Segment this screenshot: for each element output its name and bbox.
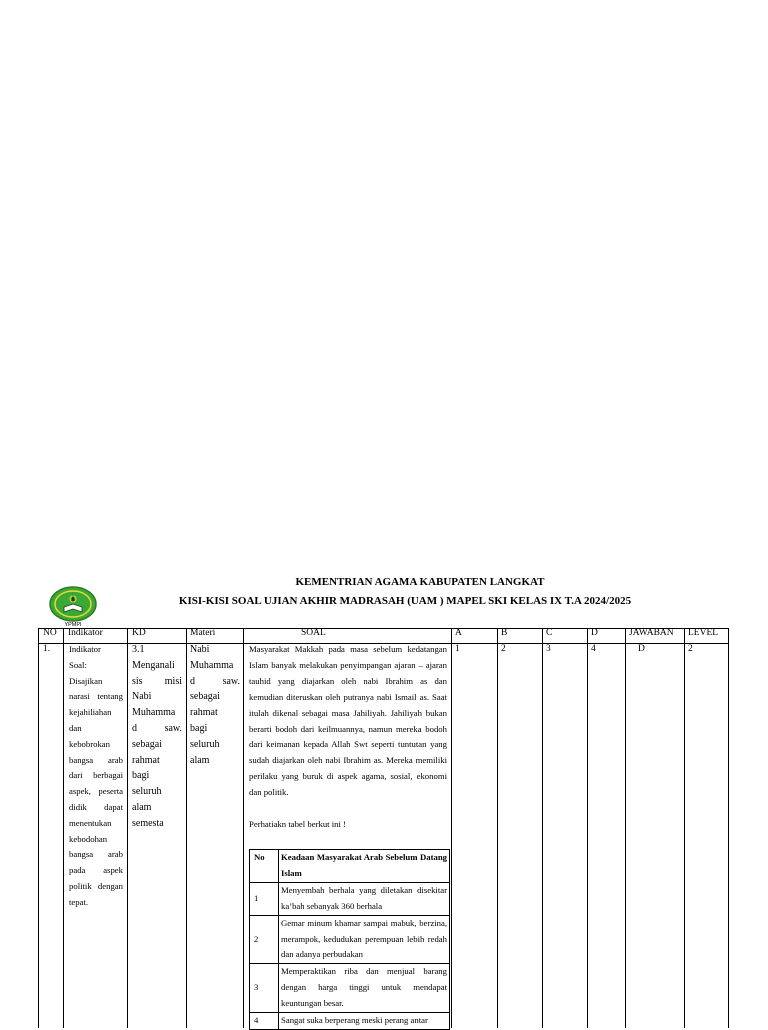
inner-row-no: 4 [250, 1013, 279, 1030]
inner-row-text: Gemar minum khamar sampai mabuk, berzina, merampok, kedudukan perempuan lebih redah dan adanya perbudakan [279, 915, 450, 964]
header-soal: SOAL [301, 628, 326, 638]
materi-line: Nabi [190, 644, 210, 655]
materi-line: Muhamma [190, 659, 234, 671]
madrasah-logo [48, 585, 98, 627]
indikator-line: menentukan [69, 817, 112, 828]
column-divider [728, 628, 729, 1028]
kd-line: sebagai [132, 738, 162, 750]
kd-line: rahmat [132, 754, 160, 766]
kd-line: d saw. [132, 722, 182, 734]
column-divider [497, 628, 498, 1028]
column-divider [63, 628, 64, 1028]
indikator-line: Indikator [69, 644, 101, 654]
column-divider [684, 628, 685, 1028]
row1-option-c: 3 [546, 644, 551, 654]
row1-option-a: 1 [455, 644, 460, 654]
column-divider [451, 628, 452, 1028]
column-divider [186, 628, 187, 1028]
indikator-line: Soal: [69, 659, 87, 670]
table-row [250, 964, 450, 1013]
row1-option-b: 2 [501, 644, 506, 654]
inner-row-no: 1 [250, 882, 279, 915]
materi-line: seluruh [190, 738, 220, 750]
table-row [250, 1013, 450, 1030]
kd-line: alam [132, 801, 152, 813]
soal-instruction: Perhatiakn tabel berkut ini ! [249, 818, 346, 829]
header-jawaban: JAWABAN [629, 628, 674, 638]
kd-line: 3.1 [132, 644, 145, 655]
inner-row-no: 3 [250, 964, 279, 1013]
row1-kd [132, 642, 182, 832]
kd-line: bagi [132, 770, 150, 782]
inner-row-text: Menyembah berhala yang diletakan disekitar ka’bah sebanyak 360 berhala [279, 882, 450, 915]
inner-header-text: Keadaan Masyarakat Arab Sebelum Datang Islam [279, 850, 450, 883]
row1-materi [190, 642, 240, 768]
row1-indikator [69, 642, 123, 911]
indikator-line: tepat. [69, 896, 89, 907]
document-title: KISI-KISI SOAL UJIAN AKHIR MADRASAH (UAM ) MAPEL SKI KELAS IX T.A 2024/2025 [178, 595, 632, 607]
materi-line: bagi [190, 722, 208, 734]
indikator-line: kebodohan [69, 833, 108, 844]
column-divider [587, 628, 588, 1028]
header-no: NO [43, 628, 57, 638]
indikator-line: politik dengan [69, 880, 123, 891]
inner-row-no: 2 [250, 915, 279, 964]
indikator-line: Disajikan [69, 675, 103, 686]
indikator-line: didik dapat [69, 801, 123, 812]
indikator-line: bangsa arab [69, 754, 123, 765]
kd-line: Menganali [132, 659, 175, 671]
kisi-kisi-table [38, 628, 729, 1028]
indikator-line: pada aspek [69, 865, 123, 876]
row1-level: 2 [688, 644, 693, 654]
indikator-line: bangsa arab [69, 849, 123, 860]
header-b: B [501, 628, 508, 638]
table-row [250, 915, 450, 964]
materi-line: rahmat [190, 707, 218, 719]
header-c: C [546, 628, 553, 638]
inner-header-no: No [250, 850, 279, 883]
column-divider [127, 628, 128, 1028]
indikator-line: dari berbagai [69, 770, 123, 781]
column-divider [542, 628, 543, 1028]
indikator-line: kejahiliahan [69, 707, 112, 718]
header-level: LEVEL [688, 628, 719, 638]
header-d: D [591, 628, 598, 638]
kd-line: semesta [132, 817, 164, 829]
logo-caption: YPMPI [64, 622, 82, 627]
header-materi: Materi [190, 628, 216, 638]
table-row [250, 882, 450, 915]
materi-line: sebagai [190, 691, 220, 703]
materi-line: d saw. [190, 675, 240, 687]
column-divider [243, 628, 244, 1028]
indikator-line: aspek, peserta [69, 786, 123, 797]
header-kd: KD [132, 628, 146, 638]
indikator-line: dan [69, 722, 82, 733]
indikator-line: narasi tentang [69, 691, 123, 702]
header-indikator: Indikator [68, 628, 103, 638]
table-row [250, 850, 450, 883]
soal-spacer [249, 801, 447, 817]
kd-line: seluruh [132, 786, 162, 798]
indikator-line: kebobrokan [69, 738, 111, 749]
row1-jawaban: D [638, 644, 645, 654]
ministry-heading: KEMENTRIAN AGAMA KABUPATEN LANGKAT [295, 576, 545, 588]
kd-line: sis misi [132, 675, 182, 687]
materi-line: alam [190, 754, 210, 766]
inner-row-text: Memperaktikan riba dan menjual barang dengan harga tinggi untuk mendapat keuntungan besar. [279, 964, 450, 1013]
header-a: A [455, 628, 462, 638]
inner-row-text: Sangat suka berperang meski perang antar [279, 1013, 450, 1030]
column-divider [38, 628, 39, 1028]
column-divider [625, 628, 626, 1028]
kd-line: Muhamma [132, 707, 176, 719]
soal-paragraph: Masyarakat Makkah pada masa sebelum kedatangan Islam banyak melakukan penyimpangan ajaran – ajaran tauhid yang diajarkan oleh nabi Ibrahim as dan kemudian diteruskan oleh putranya nabi Ismail as. Saat itulah dikenal sebagai masa Jahiliyah. Jahiliyah bukan berarti bodoh dari keilmuannya, namun mereka bodoh dari keimanan kepada Allah Swt seperti tuntutan yang sudah diajarkan oleh nabi Ibrahim as. Mereka memiliki perilaku yang buruk di aspek agama, sosial, ekonomi dan politik. [249, 644, 447, 798]
soal-inner-table [249, 849, 450, 1030]
row1-soal [249, 642, 447, 833]
row1-no: 1. [43, 644, 51, 654]
kd-line: Nabi [132, 691, 152, 703]
row1-option-d: 4 [591, 644, 596, 654]
